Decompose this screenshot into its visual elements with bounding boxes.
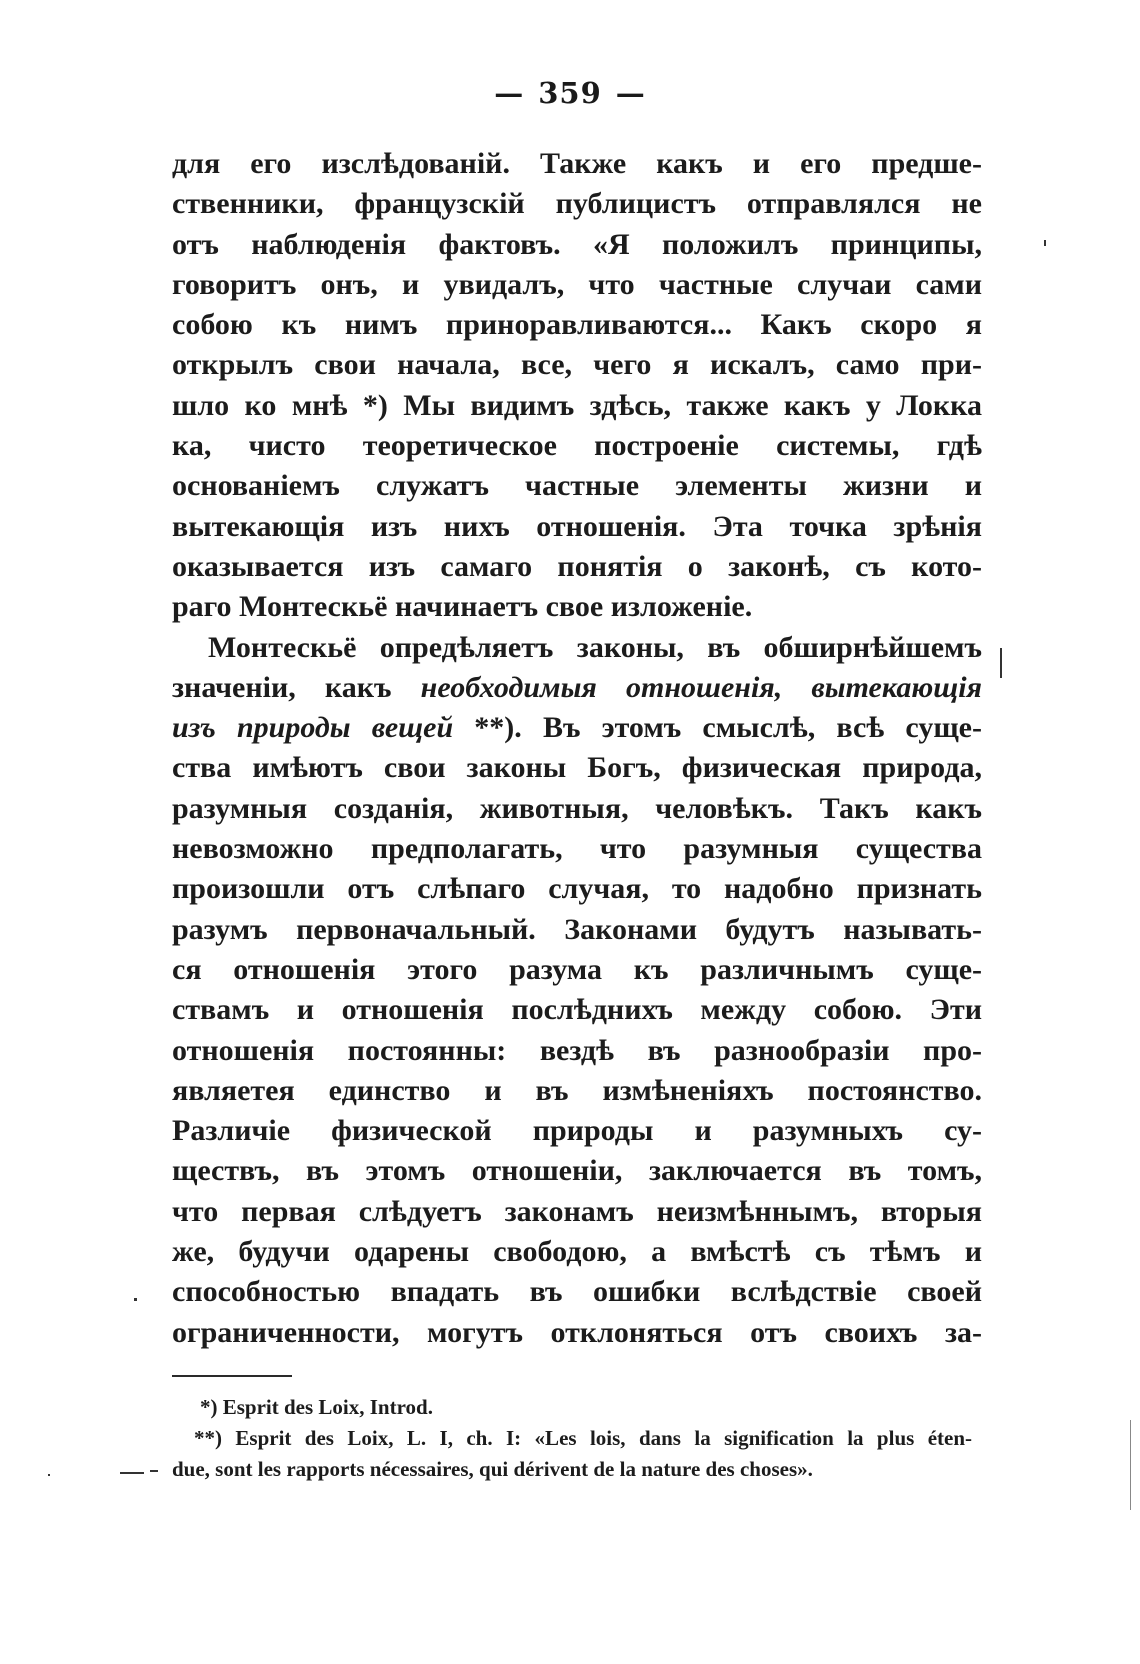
text-line: вытекающія изъ нихъ отношенія. Эта точка зрѣнія [172,509,982,543]
margin-pencil-mark [1000,648,1002,678]
margin-speck [48,1474,50,1476]
text-line: отношенія постоянны: вездѣ въ разнообразіи про- [172,1033,982,1067]
text-line: собою къ нимъ приноравливаются... Какъ скоро я [172,308,982,342]
text-line: невозможно предполагать, что разумныя существа [172,832,982,866]
text-line: Различіе физической природы и разумныхъ су- [172,1114,982,1148]
text-line: ся отношенія этого разума къ различнымъ суще- [172,952,982,986]
footnote-2-continued: due, sont les rapports nécessaires, qui dérivent de la nature des choses». [172,1457,813,1481]
header-dash-right: — [615,76,646,110]
text-line: ограниченности, могутъ отклоняться отъ своихъ за- [172,1315,982,1349]
page-header [0,76,1140,110]
edge-line [1130,1420,1131,1510]
text-line-italic [172,708,982,748]
text-plain: значеніи, какъ [172,670,421,704]
margin-smudge-dash [150,1470,158,1472]
page-number: 359 [538,76,602,110]
text-plain: **). Въ этомъ смыслѣ, всѣ суще- [453,711,982,745]
text-line: ществъ, въ этомъ отношеніи, заключается въ томъ, [172,1154,982,1188]
text-line: способностью впадать въ ошибки вслѣдствіе своей [172,1275,982,1309]
footnote-separator [172,1375,292,1377]
text-line: шло ко мнѣ *) Мы видимъ здѣсь, также какъ у Локка [172,388,982,422]
margin-speck [1044,240,1046,246]
text-line: открылъ свои начала, все, чего я искалъ, само при- [172,348,982,382]
text-italic: необходимыя отношенія, вытекающія [420,670,982,704]
footnotes [172,1392,972,1485]
footnote-2: **) Esprit des Loix, L. I, ch. I: «Les lois, dans la signification la plus éten- [194,1426,972,1450]
text-line: оказывается изъ самаго понятія о законѣ, съ кото- [172,549,982,583]
text-line: говоритъ онъ, и увидалъ, что частные случаи сами [172,267,982,301]
text-line: же, будучи одарены свободою, а вмѣстѣ съ тѣмъ и [172,1235,982,1269]
text-line: ка, чисто теоретическое построеніе системы, гдѣ [172,429,982,463]
text-line: являетея единство и въ измѣненіяхъ постоянство. [172,1073,982,1107]
text-line: что первая слѣдуетъ законамъ неизмѣннымъ, вторыя [172,1194,982,1228]
text-line: разумъ первоначальный. Законами будутъ называть- [172,912,982,946]
margin-smudge-dash [120,1472,144,1474]
text-line: раго Монтескьё начинаетъ свое изложеніе. [172,590,753,624]
text-line: произошли отъ слѣпаго случая, то надобно признать [172,872,982,906]
text-line-italic [172,668,982,708]
text-line: отъ наблюденія фактовъ. «Я положилъ принципы, [172,227,982,261]
text-line: основаніемъ служатъ частные элементы жизни и [172,469,982,503]
text-line: ственники, французскій публицистъ отправлялся не [172,187,982,221]
text-line: ствамъ и отношенія послѣднихъ между собою. Эти [172,993,982,1027]
text-line: для его изслѣдованій. Также какъ и его предше- [172,147,982,180]
text-italic: изъ природы вещей [172,711,454,745]
footnote-1: *) Esprit des Loix, Introd. [200,1395,433,1419]
text-line: разумныя созданія, животныя, человѣкъ. Такъ какъ [172,791,982,825]
header-dash-left: — [494,76,525,110]
main-text [172,144,982,1353]
paragraph-start-line: Монтескьё опредѣляетъ законы, въ обширнѣйшемъ [208,630,982,664]
text-line: ства имѣютъ свои законы Богъ, физическая природа, [172,751,982,785]
margin-speck [134,1298,137,1301]
